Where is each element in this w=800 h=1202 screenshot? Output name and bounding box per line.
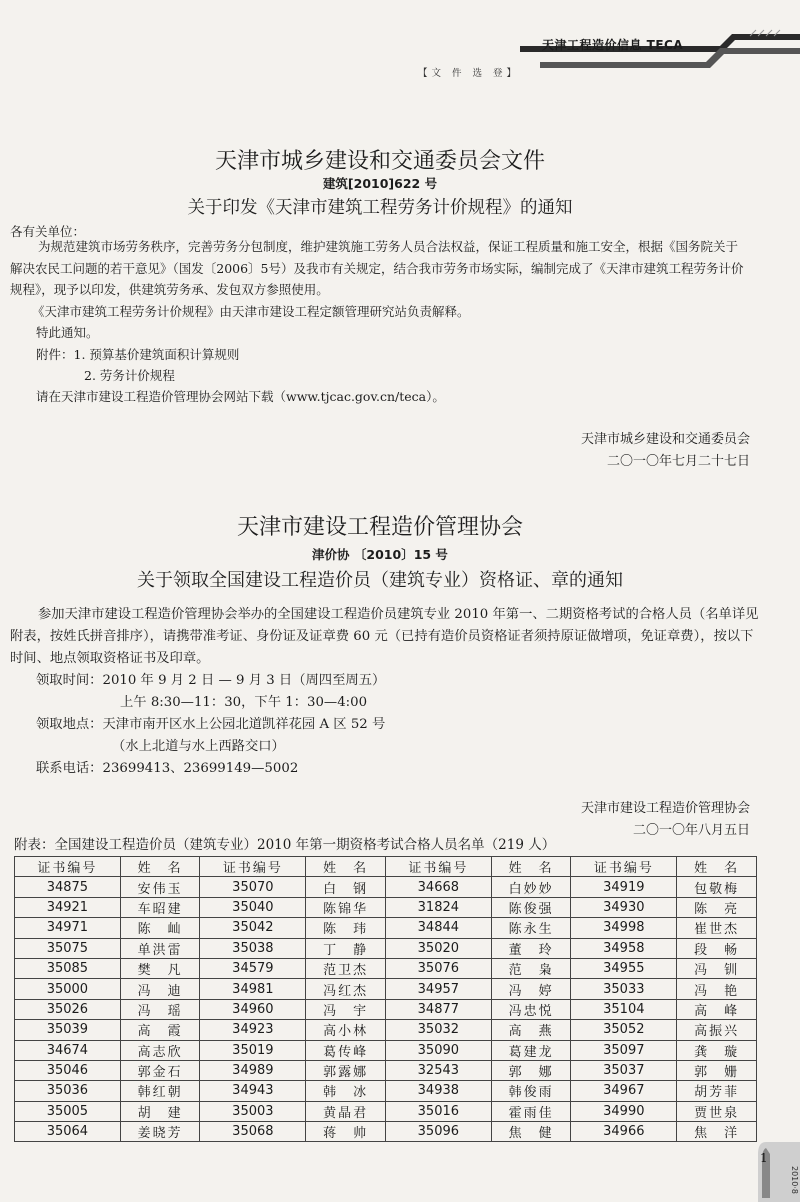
- cert-number-cell: 35032: [385, 1020, 491, 1040]
- cert-number-cell: 34967: [571, 1081, 677, 1101]
- name-cell: 车昭建: [120, 897, 200, 917]
- name-cell: 冯 迪: [120, 979, 200, 999]
- name-cell: 范 枭: [491, 958, 571, 978]
- name-cell: 胡芳菲: [677, 1081, 757, 1101]
- doc1-number: 建筑[2010]622 号: [322, 176, 438, 191]
- name-cell: 韩 冰: [306, 1081, 386, 1101]
- doc1-download-note: 请在天津市建设工程造价管理协会网站下载（www.tjcac.gov.cn/teca）。: [36, 389, 445, 404]
- cert-number-cell: 35104: [571, 999, 677, 1019]
- table-row: [15, 958, 757, 978]
- name-cell: 高 霞: [120, 1020, 200, 1040]
- cert-number-cell: 35076: [385, 958, 491, 978]
- name-cell: 高小林: [306, 1020, 386, 1040]
- name-cell: 郭 姗: [677, 1060, 757, 1080]
- doc1-issuer: 天津市城乡建设和交通委员会文件: [214, 149, 545, 174]
- cert-number-cell: 35036: [15, 1081, 121, 1101]
- name-cell: 陈 屾: [120, 918, 200, 938]
- cert-number-cell: 35003: [200, 1101, 306, 1121]
- name-cell: 高振兴: [677, 1020, 757, 1040]
- cert-number-cell: 35040: [200, 897, 306, 917]
- doc1-body-p1: 为规范建筑市场劳务秩序，完善劳务分包制度，维护建筑施工劳务人员合法权益，保证工程质量和施工安全，根据《国务院关于解决农民工问题的若干意见》（国发〔2006〕5号）及我市有关规定，结合我市劳务市场实际，编制完成了《天津市建筑工程劳务计价规程》，现予以印发，供建筑劳务承、发包双方参照使用。: [10, 239, 744, 297]
- cert-number-cell: 35096: [385, 1122, 491, 1142]
- name-cell: 高 燕: [491, 1020, 571, 1040]
- name-cell: 陈永生: [491, 918, 571, 938]
- cert-number-cell: 35085: [15, 958, 121, 978]
- cert-number-cell: 34921: [15, 897, 121, 917]
- table-row: [15, 979, 757, 999]
- cert-number-cell: 34960: [200, 999, 306, 1019]
- name-cell: 龚 璇: [677, 1040, 757, 1060]
- table-row: [15, 877, 757, 897]
- header-name: 姓 名: [120, 857, 200, 877]
- cert-number-cell: 35097: [571, 1040, 677, 1060]
- name-cell: 范卫杰: [306, 958, 386, 978]
- cert-number-cell: 34919: [571, 877, 677, 897]
- cert-number-cell: 35000: [15, 979, 121, 999]
- cert-number-cell: 35020: [385, 938, 491, 958]
- cert-number-cell: 34930: [571, 897, 677, 917]
- cert-number-cell: 34957: [385, 979, 491, 999]
- cert-number-cell: 34875: [15, 877, 121, 897]
- name-cell: 葛传峰: [306, 1040, 386, 1060]
- name-cell: 陈俊强: [491, 897, 571, 917]
- name-cell: 焦 洋: [677, 1122, 757, 1142]
- name-cell: 高 峰: [677, 999, 757, 1019]
- cert-number-cell: 34958: [571, 938, 677, 958]
- doc2-issuer: 天津市建设工程造价管理协会: [236, 515, 523, 540]
- cert-number-cell: 35046: [15, 1060, 121, 1080]
- page-number: 1: [760, 1151, 768, 1165]
- roster-header-row: [15, 857, 757, 877]
- name-cell: 冯红杰: [306, 979, 386, 999]
- name-cell: 葛建龙: [491, 1040, 571, 1060]
- cert-number-cell: 34579: [200, 958, 306, 978]
- cert-number-cell: 35016: [385, 1101, 491, 1121]
- cert-number-cell: 35042: [200, 918, 306, 938]
- cert-number-cell: 35026: [15, 999, 121, 1019]
- journal-brand: 天津工程造价信息 TECA: [542, 38, 684, 52]
- cert-number-cell: 35033: [571, 979, 677, 999]
- table-row: [15, 897, 757, 917]
- header-name: 姓 名: [306, 857, 386, 877]
- cert-number-cell: 35068: [200, 1122, 306, 1142]
- doc1-salutation: 各有关单位：: [10, 224, 86, 239]
- cert-number-cell: 34668: [385, 877, 491, 897]
- name-cell: 冯 钏: [677, 958, 757, 978]
- cert-number-cell: 34990: [571, 1101, 677, 1121]
- cert-number-cell: 35064: [15, 1122, 121, 1142]
- name-cell: 安伟玉: [120, 877, 200, 897]
- name-cell: 冯 艳: [677, 979, 757, 999]
- table-row: [15, 1040, 757, 1060]
- cert-number-cell: 35039: [15, 1020, 121, 1040]
- name-cell: 黄晶君: [306, 1101, 386, 1121]
- cert-number-cell: 35052: [571, 1020, 677, 1040]
- name-cell: 陈 亮: [677, 897, 757, 917]
- header-name: 姓 名: [491, 857, 571, 877]
- header-name: 姓 名: [677, 857, 757, 877]
- cert-number-cell: 35038: [200, 938, 306, 958]
- name-cell: 樊 凡: [120, 958, 200, 978]
- header-cert-no: 证书编号: [571, 857, 677, 877]
- name-cell: 郭露娜: [306, 1060, 386, 1080]
- table-row: [15, 1060, 757, 1080]
- header-cert-no: 证书编号: [385, 857, 491, 877]
- cert-number-cell: 34923: [200, 1020, 306, 1040]
- cert-number-cell: 35037: [571, 1060, 677, 1080]
- doc2-place-line-1: 领取地点：天津市南开区水上公园北道凯祥花园 A 区 52 号: [36, 717, 386, 732]
- doc1-signature-org: 天津市城乡建设和交通委员会: [580, 432, 750, 447]
- name-cell: 段 畅: [677, 938, 757, 958]
- cert-number-cell: 35075: [15, 938, 121, 958]
- page-number-badge: [752, 1140, 800, 1202]
- doc2-place-line-2: （水上北道与水上西路交口）: [112, 739, 285, 754]
- cert-number-cell: 34998: [571, 918, 677, 938]
- name-cell: 郭 娜: [491, 1060, 571, 1080]
- name-cell: 冯 宇: [306, 999, 386, 1019]
- cert-number-cell: 34981: [200, 979, 306, 999]
- cert-number-cell: 34844: [385, 918, 491, 938]
- doc2-signature-date: 二〇一〇年八月五日: [632, 823, 750, 838]
- doc2-phone: 联系电话：23699413、23699149—5002: [36, 761, 299, 776]
- table-row: [15, 938, 757, 958]
- cert-number-cell: 35090: [385, 1040, 491, 1060]
- doc2-body: 参加天津市建设工程造价管理协会举办的全国建设工程造价员建筑专业 2010 年第一、二期资格考试的合格人员（名单详见附表，按姓氏拼音排序），请携带准考证、身份证及证章费 60 元（已持有造价员资格证者须持原证做增项，免证章费），按以下时间、地点领取资格证书及印章。: [10, 607, 759, 666]
- section-label: 【文 件 选 登】: [418, 68, 521, 79]
- doc2-number: 津价协 〔2010〕15 号: [312, 547, 448, 562]
- doc2-time-line-1: 领取时间：2010 年 9 月 2 日 — 9 月 3 日（周四至周五）: [36, 673, 386, 688]
- cert-number-cell: 34955: [571, 958, 677, 978]
- table-row: [15, 1020, 757, 1040]
- name-cell: 霍雨佳: [491, 1101, 571, 1121]
- name-cell: 丁 静: [306, 938, 386, 958]
- cert-number-cell: 35019: [200, 1040, 306, 1060]
- name-cell: 高志欣: [120, 1040, 200, 1060]
- name-cell: 冯忠悦: [491, 999, 571, 1019]
- doc1-attachment-2: 2. 劳务计价规程: [84, 368, 175, 383]
- name-cell: 单洪雷: [120, 938, 200, 958]
- name-cell: 郭金石: [120, 1060, 200, 1080]
- table-row: [15, 1101, 757, 1121]
- name-cell: 冯 婷: [491, 979, 571, 999]
- name-cell: 包敬梅: [677, 877, 757, 897]
- doc1-title: 关于印发《天津市建筑工程劳务计价规程》的通知: [187, 198, 573, 218]
- doc2-signature-org: 天津市建设工程造价管理协会: [580, 801, 750, 816]
- cert-number-cell: 31824: [385, 897, 491, 917]
- cert-number-cell: 34877: [385, 999, 491, 1019]
- name-cell: 蒋 帅: [306, 1122, 386, 1142]
- issue-label: 2010·8: [790, 1166, 799, 1194]
- table-row: [15, 918, 757, 938]
- doc2-time-line-2: 上午 8:30—11：30，下午 1：30—4:00: [120, 695, 368, 710]
- header-cert-no: 证书编号: [200, 857, 306, 877]
- roster-body: [15, 877, 757, 1142]
- cert-number-cell: 35005: [15, 1101, 121, 1121]
- doc1-attachment-1: 附件：1. 预算基价建筑面积计算规则: [36, 347, 240, 362]
- cert-number-cell: 34674: [15, 1040, 121, 1060]
- doc2-title: 关于领取全国建设工程造价员（建筑专业）资格证、章的通知: [137, 570, 623, 591]
- table-row: [15, 1081, 757, 1101]
- name-cell: 姜晓芳: [120, 1122, 200, 1142]
- doc1-notice: 特此通知。: [36, 325, 99, 340]
- name-cell: 韩俊雨: [491, 1081, 571, 1101]
- name-cell: 冯 瑶: [120, 999, 200, 1019]
- table-row: [15, 1122, 757, 1142]
- doc1-body-p2: 《天津市建筑工程劳务计价规程》由天津市建设工程定额管理研究站负责解释。: [32, 304, 470, 319]
- name-cell: 白 钢: [306, 877, 386, 897]
- name-cell: 陈锦华: [306, 897, 386, 917]
- header-cert-no: 证书编号: [15, 857, 121, 877]
- name-cell: 贾世泉: [677, 1101, 757, 1121]
- name-cell: 白妙妙: [491, 877, 571, 897]
- cert-number-cell: 34971: [15, 918, 121, 938]
- cert-number-cell: 34938: [385, 1081, 491, 1101]
- name-cell: 崔世杰: [677, 918, 757, 938]
- cert-number-cell: 34943: [200, 1081, 306, 1101]
- cert-number-cell: 35070: [200, 877, 306, 897]
- roster-table: [14, 856, 757, 1142]
- roster-caption: 附表：全国建设工程造价员（建筑专业）2010 年第一期资格考试合格人员名单（219 人）: [14, 837, 556, 853]
- doc1-signature-date: 二〇一〇年七月二十七日: [606, 454, 750, 469]
- cert-number-cell: 34989: [200, 1060, 306, 1080]
- name-cell: 董 玲: [491, 938, 571, 958]
- name-cell: 胡 建: [120, 1101, 200, 1121]
- cert-number-cell: 32543: [385, 1060, 491, 1080]
- name-cell: 焦 健: [491, 1122, 571, 1142]
- name-cell: 韩红朝: [120, 1081, 200, 1101]
- name-cell: 陈 玮: [306, 918, 386, 938]
- table-row: [15, 999, 757, 1019]
- cert-number-cell: 34966: [571, 1122, 677, 1142]
